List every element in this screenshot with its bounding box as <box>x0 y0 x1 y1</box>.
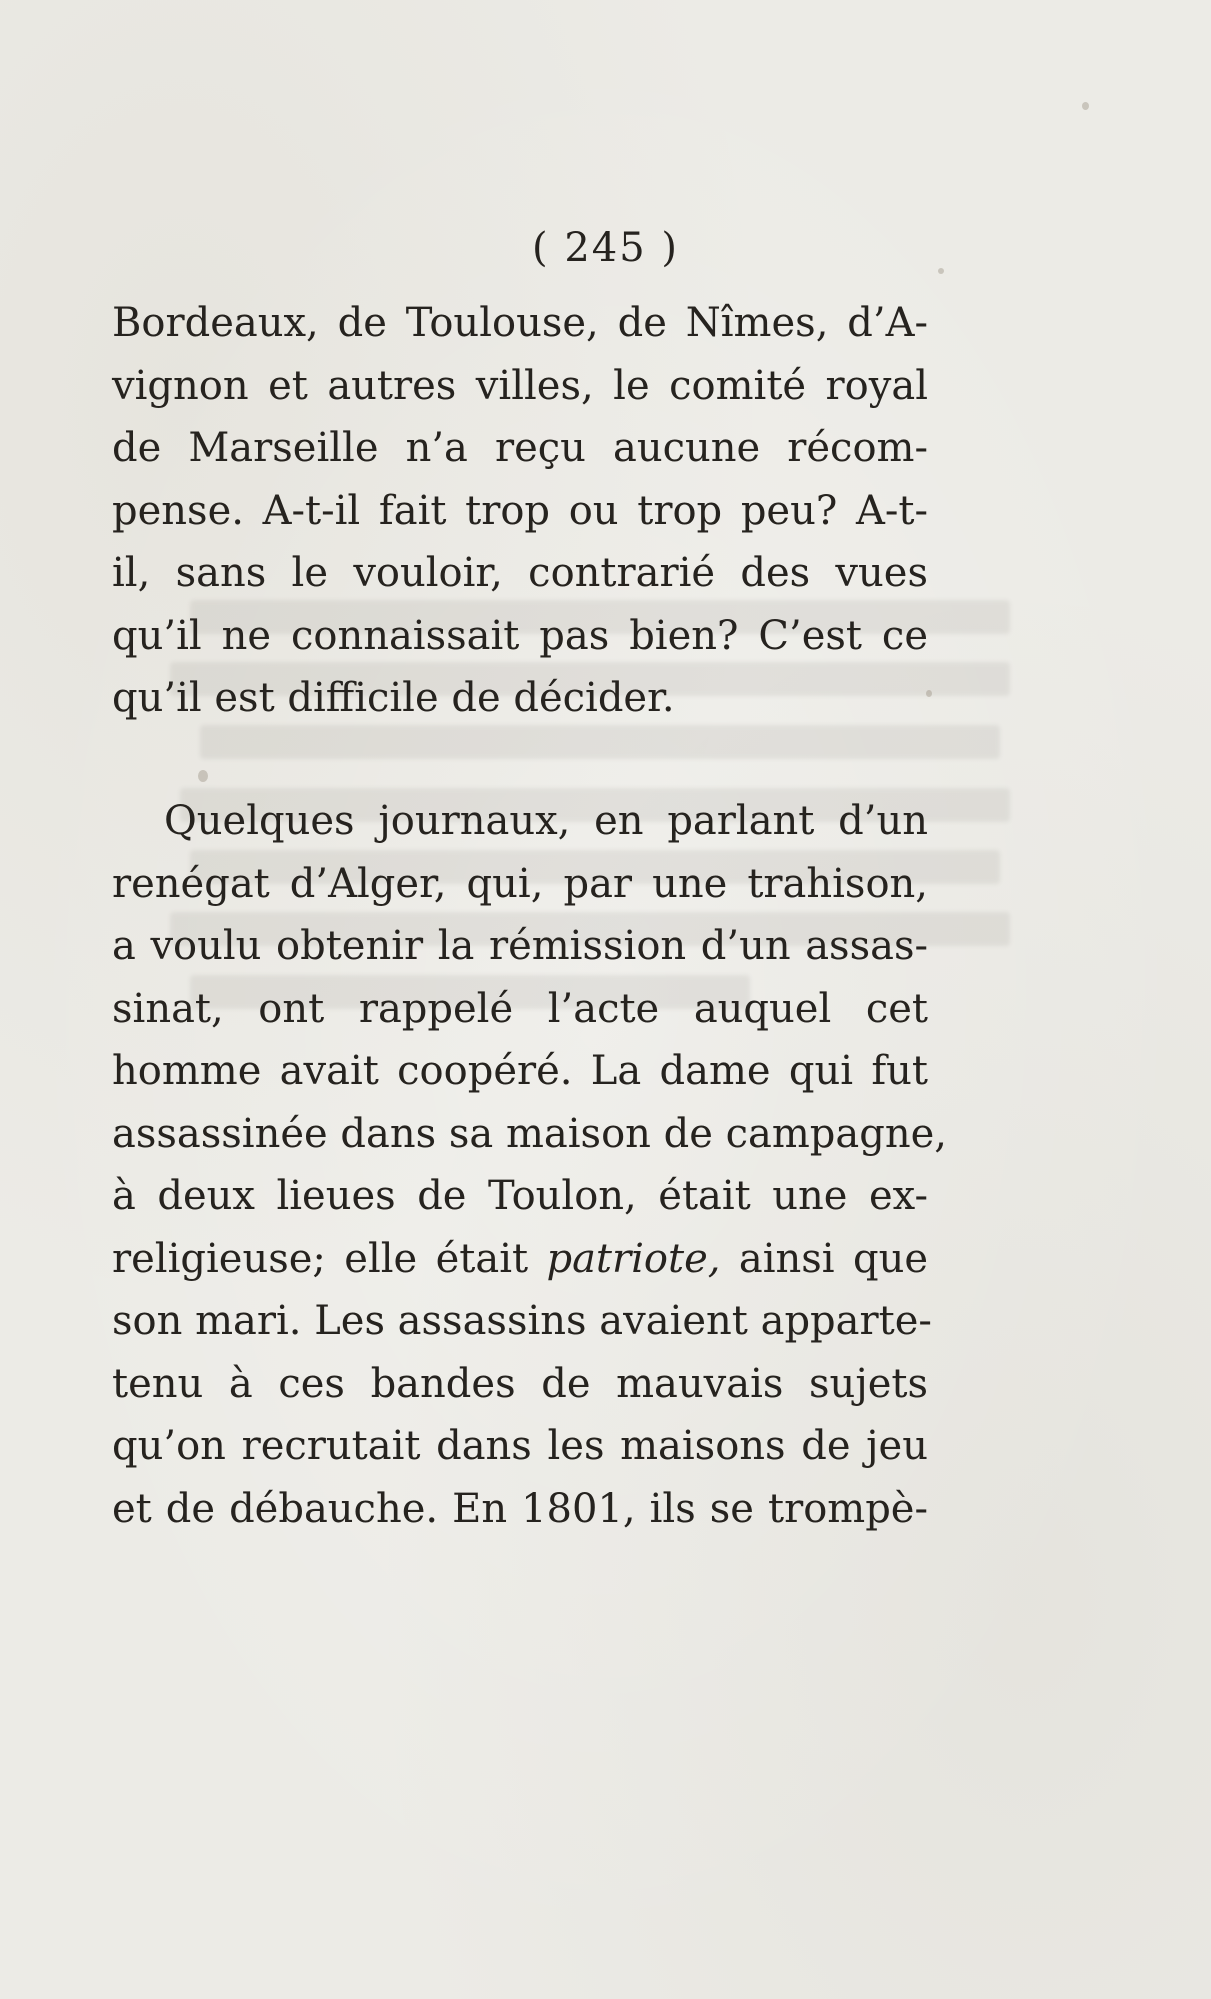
foxing-spot <box>198 770 208 782</box>
text-line: renégat d’Alger, qui, par une trahison, <box>112 860 928 907</box>
paragraph-1 <box>112 292 928 730</box>
text-line: son mari. Les assassins avaient apparte- <box>112 1298 932 1344</box>
text-line: Bordeaux, de Toulouse, de Nîmes, d’A- <box>112 300 928 346</box>
text-segment: religieuse; elle était <box>112 1235 547 1282</box>
text-line: pense. A-t-il fait trop ou trop peu? A-t- <box>112 487 928 534</box>
text-line: assassinée dans sa maison de campagne, <box>112 1110 947 1157</box>
text-line-with-italic <box>112 1228 928 1291</box>
text-line: qu’il est difficile de décider. <box>112 675 675 721</box>
text-line: a voulu obtenir la rémission d’un assas- <box>112 923 928 969</box>
text-line: Quelques journaux, en parlant d’un <box>164 798 928 844</box>
text-line: à deux lieues de Toulon, était une ex- <box>112 1173 928 1219</box>
text-line: de Marseille n’a reçu aucune récom- <box>112 425 928 471</box>
foxing-spot <box>1082 102 1089 110</box>
text-line: et de débauche. En 1801, ils se trompè- <box>112 1485 928 1532</box>
text-line: vignon et autres villes, le comité royal <box>112 362 928 409</box>
text-line: tenu à ces bandes de mauvais sujets <box>112 1360 928 1407</box>
text-line: qu’on recrutait dans les maisons de jeu <box>112 1423 928 1469</box>
text-line: il, sans le vouloir, contrarié des vues <box>112 550 928 596</box>
paragraph-2 <box>112 790 947 1540</box>
page-number: ( 245 ) <box>532 225 679 271</box>
text-line: homme avait coopéré. La dame qui fut <box>112 1048 928 1094</box>
text-line: qu’il ne connaissait pas bien? C’est ce <box>112 612 928 659</box>
text-line: sinat, ont rappelé l’acte auquel cet <box>112 985 928 1032</box>
italic-word: patriote, <box>546 1235 721 1282</box>
text-segment: ainsi que <box>720 1235 929 1282</box>
